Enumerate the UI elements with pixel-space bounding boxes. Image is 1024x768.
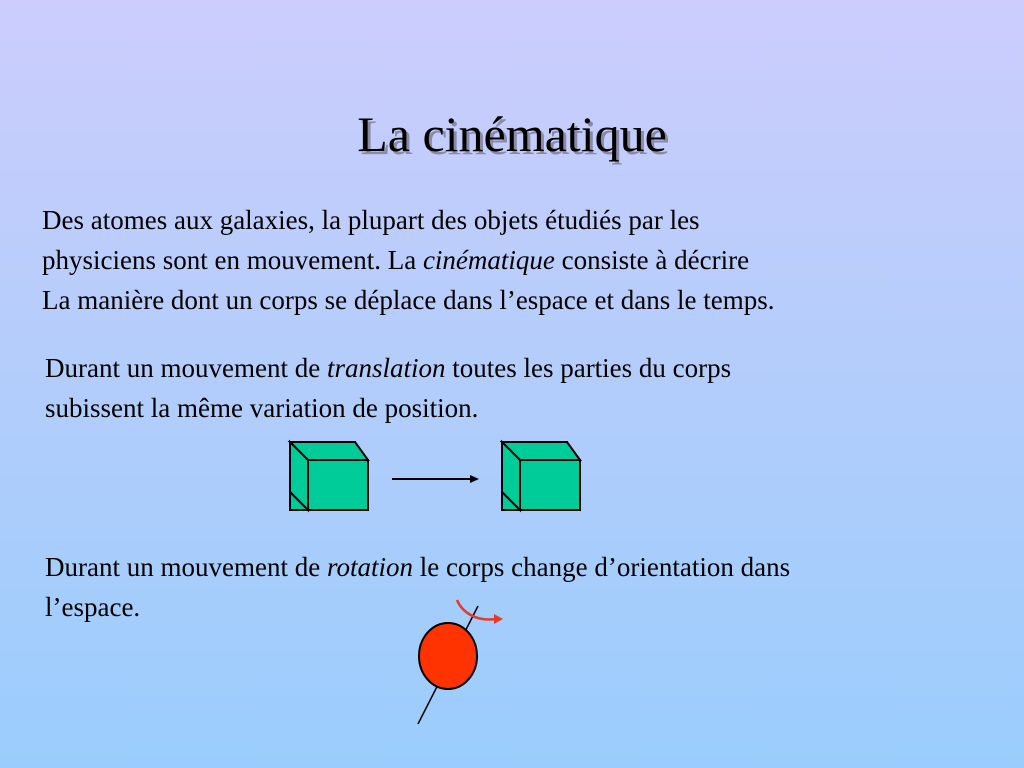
rotation-line-2: l’espace.: [45, 592, 141, 622]
rotation-line-1-end: le corps change d’orientation dans: [412, 552, 791, 582]
translation-line-1-start: Durant un mouvement de: [45, 353, 327, 383]
sphere-icon: [419, 623, 477, 689]
rotation-arrow-icon: [457, 600, 503, 624]
intro-line-1: Des atomes aux galaxies, la plupart des objets étudiés par les: [42, 205, 700, 235]
translation-figure: [280, 435, 590, 520]
intro-line-3: La manière dont un corps se déplace dans l’espace et dans le temps.: [42, 285, 775, 315]
cube-icon: [502, 442, 580, 510]
intro-line-2-end: consiste à décrire: [554, 245, 750, 275]
rotation-term: rotation: [326, 552, 413, 582]
intro-paragraph: [42, 200, 774, 320]
translation-line-2: subissent la même variation de position.: [45, 393, 479, 423]
rotation-line-1-start: Durant un mouvement de: [45, 552, 327, 582]
translation-paragraph: [45, 348, 731, 428]
arrow-right-icon: [392, 475, 479, 483]
cinematique-term: cinématique: [422, 245, 555, 275]
rotation-line-1: [45, 547, 790, 587]
slide-title: La cinématique: [357, 106, 667, 162]
translation-term: translation: [326, 353, 446, 383]
cube-icon: [290, 442, 368, 510]
intro-line-2: [42, 240, 774, 280]
translation-line-1: [45, 348, 731, 388]
rotation-figure: [410, 594, 520, 728]
translation-line-1-end: toutes les parties du corps: [445, 353, 732, 383]
intro-line-2-start: physiciens sont en mouvement. La: [42, 245, 423, 275]
